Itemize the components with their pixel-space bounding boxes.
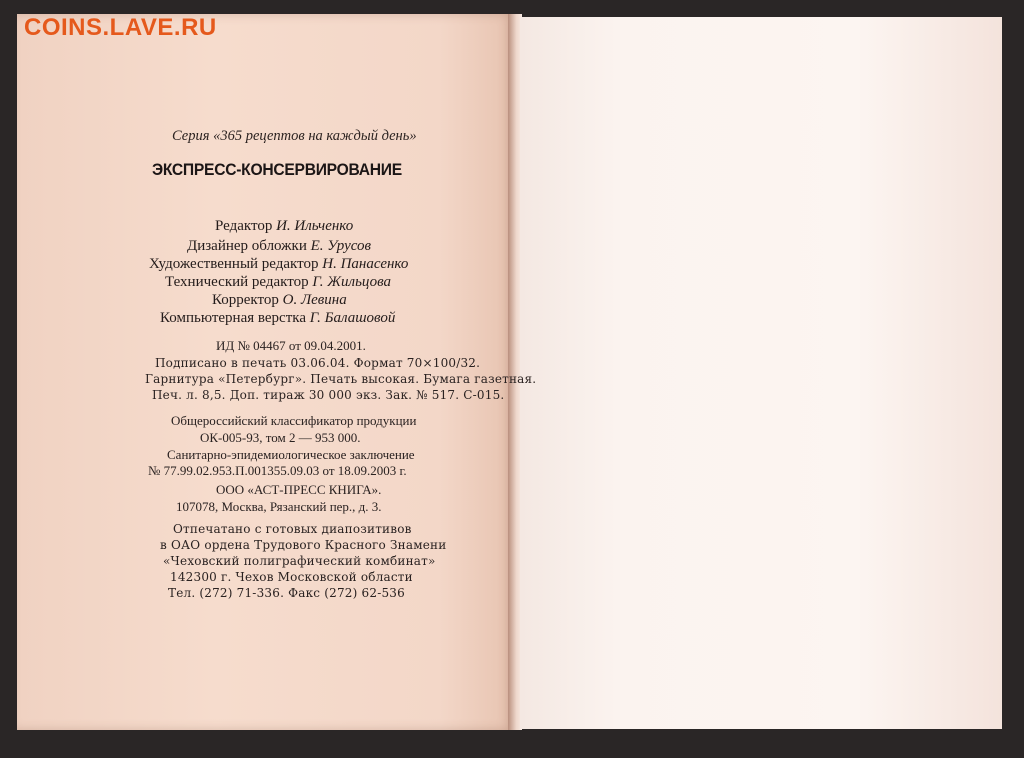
imprint-sanitary-2: № 77.99.02.953.П.001355.09.03 от 18.09.2003 г. bbox=[148, 463, 407, 478]
imprint-printed-2: в ОАО ордена Трудового Красного Знамени bbox=[160, 538, 447, 552]
credit-name: О. Левина bbox=[282, 292, 347, 308]
site-watermark: COINS.LAVE.RU bbox=[24, 14, 217, 41]
credit-editor bbox=[215, 218, 353, 235]
imprint-publisher-2: 107078, Москва, Рязанский пер., д. 3. bbox=[176, 499, 382, 514]
imprint-id: ИД № 04467 от 09.04.2001. bbox=[216, 338, 366, 353]
imprint-classifier-1: Общероссийский классификатор продукции bbox=[171, 413, 417, 428]
credit-role: Дизайнер обложки bbox=[187, 238, 307, 254]
imprint-sheets: Печ. л. 8,5. Доп. тираж 30 000 экз. Зак. № 517. С-015. bbox=[152, 388, 505, 402]
credit-layout bbox=[160, 310, 395, 327]
credit-name: Е. Урусов bbox=[310, 238, 372, 254]
credit-role: Художественный редактор bbox=[149, 256, 319, 272]
book-title: ЭКСПРЕСС-КОНСЕРВИРОВАНИЕ bbox=[152, 160, 402, 179]
credit-name: Г. Балашовой bbox=[309, 310, 396, 326]
imprint-classifier-2: ОК-005-93, том 2 — 953 000. bbox=[200, 430, 361, 445]
credit-name: Н. Панасенко bbox=[322, 256, 409, 272]
credit-name: Г. Жильцова bbox=[312, 274, 391, 290]
credit-name: И. Ильченко bbox=[276, 218, 354, 234]
credit-role: Корректор bbox=[212, 292, 279, 308]
credit-proofreader bbox=[212, 292, 347, 309]
series-title: Серия «365 рецептов на каждый день» bbox=[172, 128, 417, 144]
imprint-signed: Подписано в печать 03.06.04. Формат 70×100/32. bbox=[155, 356, 481, 370]
credit-art-editor bbox=[149, 256, 408, 273]
imprint-font: Гарнитура «Петербург». Печать высокая. Бумага газетная. bbox=[145, 372, 537, 386]
credit-role: Компьютерная верстка bbox=[160, 310, 306, 326]
credit-cover-designer bbox=[187, 238, 371, 255]
right-page-blank bbox=[520, 17, 1002, 729]
imprint-sanitary-1: Санитарно-эпидемиологическое заключение bbox=[167, 447, 415, 462]
credit-role: Редактор bbox=[215, 218, 273, 234]
credit-role: Технический редактор bbox=[165, 274, 309, 290]
imprint-printed-3: «Чеховский полиграфический комбинат» bbox=[163, 554, 436, 568]
imprint-printed-4: 142300 г. Чехов Московской области bbox=[170, 570, 413, 584]
imprint-printed-1: Отпечатано с готовых диапозитивов bbox=[173, 522, 412, 536]
credit-tech-editor bbox=[165, 274, 391, 291]
imprint-printed-5: Тел. (272) 71-336. Факс (272) 62-536 bbox=[168, 586, 405, 600]
imprint-publisher-1: ООО «АСТ-ПРЕСС КНИГА». bbox=[216, 482, 382, 497]
